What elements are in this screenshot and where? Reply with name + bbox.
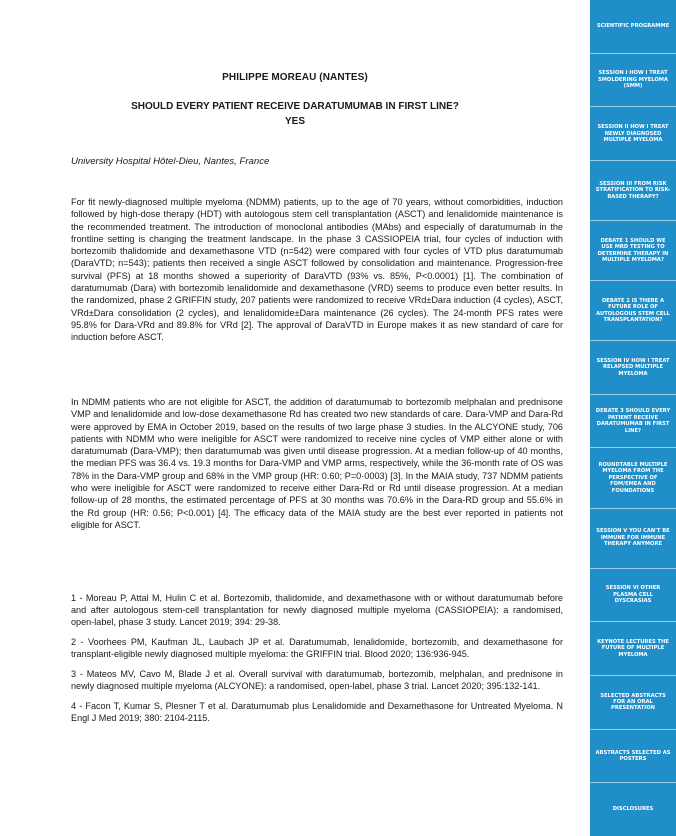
nav-session-1[interactable]: SESSION I HOW I TREAT SMOLDERING MYELOMA (SMM): [590, 54, 676, 108]
nav-session-5[interactable]: SESSION V YOU CAN'T BE IMMUNE FOR IMMUNE THERAPY ANYMORE: [590, 509, 676, 569]
nav-debate-2[interactable]: DEBATE 2 IS THERE A FUTURE ROLE OF AUTOLOGOUS STEM CELL TRANSPLANTATION?: [590, 281, 676, 341]
navigation-sidebar: [590, 0, 676, 836]
reference-item: 1 - Moreau P, Attal M, Hulin C et al. Bortezomib, thalidomide, and dexamethasone with or without daratumumab before and after autologous stem-cell transplantation for newly diagnosed multiple myeloma (CASSIOPEIA): a randomised, open-label, phase 3 study. Lancet 2019; 394: 29-38.: [71, 593, 563, 628]
body-paragraph: For fit newly-diagnosed multiple myeloma (NDMM) patients, up to the age of 70 years, without comorbidities, induction followed by high-dose therapy (HDT) with autologous stem cell transplantation (ASCT) and lenalidomide maintenance is the recommended treatment. The introduction of monoclonal antibodies (MAbs) and especially of daratumumab in the frontline setting is changing the treatment landscape. In the phase 3 CASSIOPEIA trial, four cycles of induction with bortezomib thalidomide and dexamethasone VTD (n=542) were compared with four cycles of VTD plus daratumumab (DaraVTD; n=543); patients then received a single ASCT followed by consolidation and maintenance. Progression-free survival (PFS) at 18 months showed a superiority of DaraVTD (93% vs. 85%, P<0.0001) [1]. The combination of daratumumab (Dara) with bortezomib lenalidomide and dexamethasone (VRD) seems to produce even better results. In the randomized, phase 2 GRIFFIN study, 207 patients were randomized to receive VRd±Dara induction (4 cycles), ASCT, VRd±Dara consolidation (2 cycles), and lenalidomide±Dara maintenance (26 cycles). The 24-month PFS rates were 95.8% for Dara-VRd and 89.8% for VRd [2]. The approval of DaraVTD in Europe makes it as new standard of care for induction before ASCT.: [71, 197, 563, 343]
reference-item: 4 - Facon T, Kumar S, Plesner T et al. Daratumumab plus Lenalidomide and Dexamethasone for Untreated Myeloma. N Engl J Med 2019; 380: 2104-2115.: [71, 700, 563, 723]
nav-keynote-lectures[interactable]: KEYNOTE LECTURES THE FUTURE OF MULTIPLE MYELOMA: [590, 622, 676, 676]
article-title: SHOULD EVERY PATIENT RECEIVE DARATUMUMAB IN FIRST LINE?: [131, 101, 459, 112]
article-answer: YES: [284, 116, 305, 127]
reference-item: 3 - Mateos MV, Cavo M, Blade J et al. Overall survival with daratumumab, bortezomib, melphalan, and prednisone in newly diagnosed multiple myeloma (ALCYONE): a randomised, open-label, phase 3 trial. Lancet 2020; 395:132-141.: [71, 668, 563, 691]
nav-session-4[interactable]: SESSION IV HOW I TREAT RELAPSED MULTIPLE MYELOMA: [590, 341, 676, 395]
author-heading: PHILIPPE MOREAU (NANTES): [222, 72, 368, 83]
nav-session-3[interactable]: SESSION III FROM RISK STRATIFICATION TO RISK-BASED THERAPY?: [590, 161, 676, 221]
nav-session-6[interactable]: SESSION VI OTHER PLASMA CELL DYSCRASIAS: [590, 569, 676, 623]
references-list: [71, 592, 563, 731]
nav-scientific-programme[interactable]: SCIENTIFIC PROGRAMME: [590, 0, 676, 54]
nav-selected-abstracts-oral[interactable]: SELECTED ABSTRACTS FOR AN ORAL PRESENTATION: [590, 676, 676, 730]
nav-abstracts-posters[interactable]: ABSTRACTS SELECTED AS POSTERS: [590, 730, 676, 784]
body-paragraph: In NDMM patients who are not eligible for ASCT, the addition of daratumumab to bortezomib melphalan and prednisone VMP and lenalidomide and low-dose dexamethasone Rd has created two new standards of care. Dara-VMP and Dara-Rd were approved by EMA in October 2019, based on the results of two large phase 3 studies. In the ALCYONE study, 706 patients with NDMM who were ineligible for ASCT were randomized to receive nine cycles of VMP either alone or with daratumumab (Dara-VMP); then daratumumab was given until disease progression. At a median follow-up of 40 months, the median PFS was 36.4 vs. 19.3 months for Dara-VMP and VMP arms, respectively, while the 36-month rate of OS was 78% in the Dara-VMP group and 68% in the VMP group (HR: 0.60; P=0·0003) [3]. In the MAIA study, 737 NDMM patients who were ineligible for ASCT were randomized to receive either Dara-Rd or Rd until disease progression. At a median follow-up of 28 months, the estimated percentage of PFS at 30 months was 70.6% in the Dara-RD group and 55.6% in the Rd group (HR: 0.56; P<0.001) [4]. The efficacy data of the MAIA study are the best ever reported in patients not eligible for ASCT.: [71, 397, 563, 530]
affiliation: University Hospital Hôtel-Dieu, Nantes, France: [71, 156, 270, 167]
reference-item: 2 - Voorhees PM, Kaufman JL, Laubach JP et al. Daratumumab, lenalidomide, bortezomib, and dexamethasone for transplant-eligible newly diagnosed multiple myeloma: the GRIFFIN trial. Blood 2020; 136:936-945.: [71, 637, 563, 660]
nav-debate-3[interactable]: DEBATE 3 SHOULD EVERY PATIENT RECEIVE DARATUMUMAB IN FIRST LINE?: [590, 395, 676, 449]
nav-roundtable[interactable]: ROUNDTABLE MULTIPLE MYELOMA FROM THE PERSPECTIVE OF FDM/EMEA AND FOUNDATIONS: [590, 448, 676, 508]
nav-session-2[interactable]: SESSION II HOW I TREAT NEWLY DIAGNOSED MULTIPLE MYELOMA: [590, 107, 676, 161]
nav-debate-1[interactable]: DEBATE 1 SHOULD WE USE MRD TESTING TO DETERMINE THERAPY IN MULTIPLE MYELOMA?: [590, 221, 676, 281]
nav-disclosures[interactable]: DISCLOSURES: [612, 806, 654, 813]
